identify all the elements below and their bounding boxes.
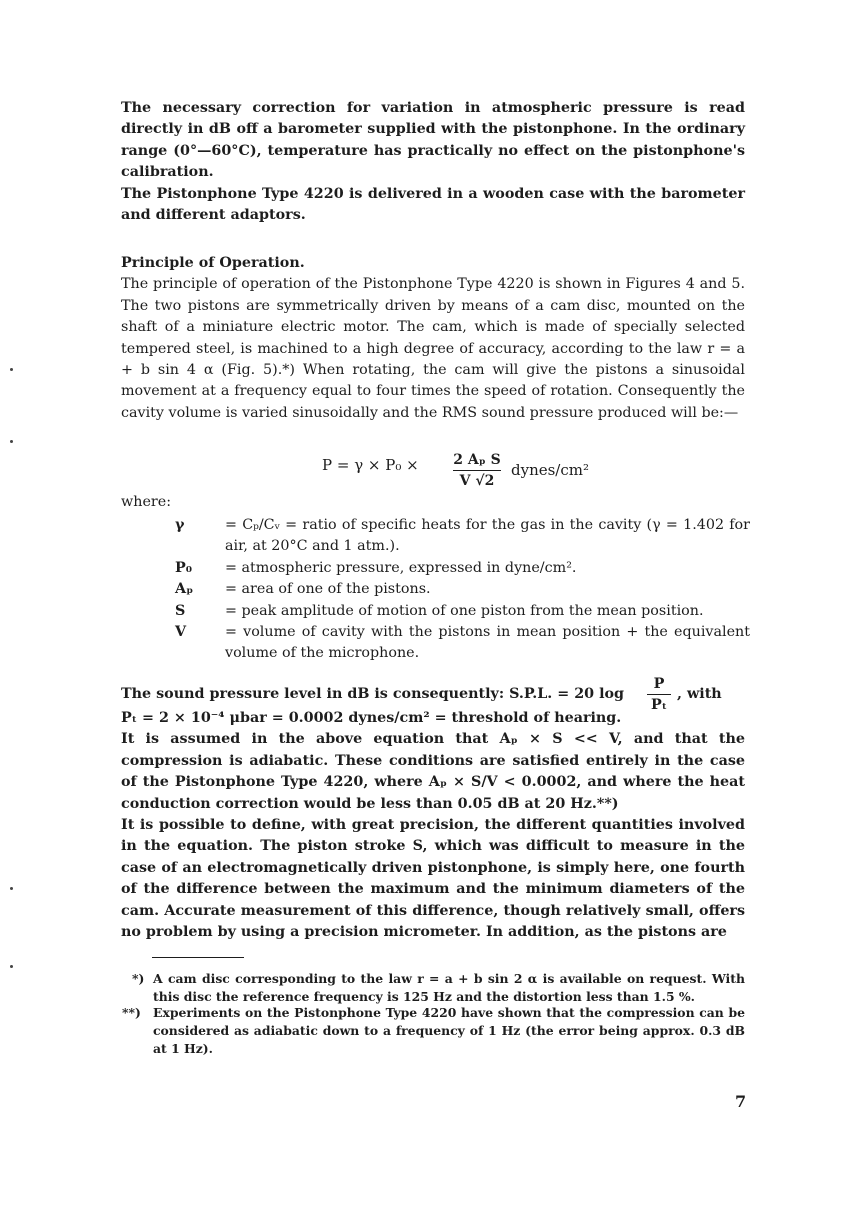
footnote-rule bbox=[152, 957, 244, 958]
intro-paragraph-2: The Pistonphone Type 4220 is delivered in a wooden case with the barometer and different adaptors. bbox=[121, 185, 745, 224]
equation-unit: dynes/cm² bbox=[511, 461, 590, 479]
section-heading: Principle of Operation. bbox=[121, 255, 305, 271]
spl-lead-text: The sound pressure level in dB is consequently: S.P.L. = 20 log bbox=[121, 686, 625, 702]
definition-text: = volume of cavity with the pistons in mean position + the equivalent volume of the microphone. bbox=[225, 624, 750, 662]
footnote-text: Experiments on the Pistonphone Type 4220 have shown that the compression can be considered as adiabatic down to a frequency of 1 Hz (the error being approx. 0.3 dB at 1 Hz). bbox=[153, 1005, 745, 1056]
where-label: where: bbox=[121, 494, 172, 510]
body-paragraph-2: It is assumed in the above equation that Aₚ × S << V, and that the compression is adiabatic. These conditions are satisfied entirely in the case of the Pistonphone Type 4220, where Aₚ × S/V < 0.0002, and where the heat conduction correction would be less than 0.05 dB at 20 Hz.**) bbox=[121, 731, 745, 812]
definition-symbol: Aₚ bbox=[175, 581, 194, 598]
intro-block bbox=[121, 98, 745, 226]
footnote-2 bbox=[121, 1004, 745, 1058]
definition-item bbox=[175, 579, 750, 600]
definition-item bbox=[175, 622, 750, 665]
page-number: 7 bbox=[735, 1092, 747, 1111]
scan-speck bbox=[10, 887, 13, 890]
equation-numerator: 2 Aₚ S bbox=[453, 452, 501, 468]
equation-fraction bbox=[451, 451, 503, 490]
footnote-marker: *) bbox=[132, 971, 145, 986]
definition-text: = Cₚ/Cᵥ = ratio of specific heats for the gas in the cavity (γ = 1.402 for air, at 20°C and 1 atm.). bbox=[225, 517, 750, 555]
body-paragraph-1: Pₜ = 2 × 10⁻⁴ μbar = 0.0002 dynes/cm² = threshold of hearing. bbox=[121, 710, 622, 726]
intro-paragraph-1: The necessary correction for variation in atmospheric pressure is read directly in dB off a barometer supplied with the pistonphone. In the ordinary range (0°—60°C), temperature has practically no effect on the pistonphone's calibration. bbox=[121, 100, 745, 181]
definition-item bbox=[175, 601, 750, 622]
principle-section bbox=[121, 253, 745, 424]
definition-text: = area of one of the pistons. bbox=[225, 581, 431, 598]
spl-numerator: P bbox=[653, 676, 665, 692]
scan-speck bbox=[10, 368, 13, 371]
equation-lhs: P = γ × P₀ × bbox=[322, 456, 419, 474]
fraction-bar bbox=[453, 470, 501, 471]
spl-tail-text: , with bbox=[677, 686, 722, 702]
spl-fraction-bar bbox=[647, 694, 671, 695]
spl-denominator: Pₜ bbox=[650, 697, 668, 713]
definition-list bbox=[175, 515, 750, 665]
definition-symbol: V bbox=[175, 624, 187, 641]
body-block bbox=[121, 708, 745, 943]
definition-item bbox=[175, 515, 750, 558]
definition-symbol: γ bbox=[175, 517, 185, 533]
definition-symbol: P₀ bbox=[175, 559, 193, 576]
footnote-1 bbox=[121, 970, 745, 1006]
scan-speck bbox=[10, 965, 13, 968]
definition-symbol: S bbox=[175, 602, 186, 619]
footnote-marker: **) bbox=[122, 1005, 141, 1020]
definition-text: = peak amplitude of motion of one piston from the mean position. bbox=[225, 602, 704, 619]
section-paragraph-1: The principle of operation of the Pistonphone Type 4220 is shown in Figures 4 and 5. The two pistons are symmetrically driven by means of a cam disc, mounted on the shaft of a miniature electric motor. The cam, which is made of specially selected tempered steel, is machined to a high degree of accuracy, according to the law r = a + b sin 4 α (Fig. 5).*) When rotating, the cam will give the pistons a sinusoidal movement at a frequency equal to four times the speed of rotation. Consequently the cavity volume is varied sinusoidally and the RMS sound pressure produced will be:— bbox=[121, 276, 745, 421]
body-paragraph-3: It is possible to define, with great precision, the different quantities involved in the equation. The piston stroke S, which was difficult to measure in the case of an electromagnetically driven pistonphone, is simply here, one fourth of the difference between the maximum and the minimum diameters of the cam. Accurate measurement of this difference, though relatively small, offers no problem by using a precision micrometer. In addition, as the pistons are bbox=[121, 817, 745, 941]
scan-speck bbox=[10, 440, 13, 443]
definition-text: = atmospheric pressure, expressed in dyne/cm². bbox=[225, 559, 577, 576]
footnote-text: A cam disc corresponding to the law r = a + b sin 2 α is available on request. With this disc the reference frequency is 125 Hz and the distortion less than 1.5 %. bbox=[153, 971, 745, 1004]
definition-item bbox=[175, 558, 750, 579]
spl-equation bbox=[121, 676, 745, 712]
equation-denominator: V √2 bbox=[459, 473, 495, 489]
pressure-equation bbox=[121, 451, 745, 497]
